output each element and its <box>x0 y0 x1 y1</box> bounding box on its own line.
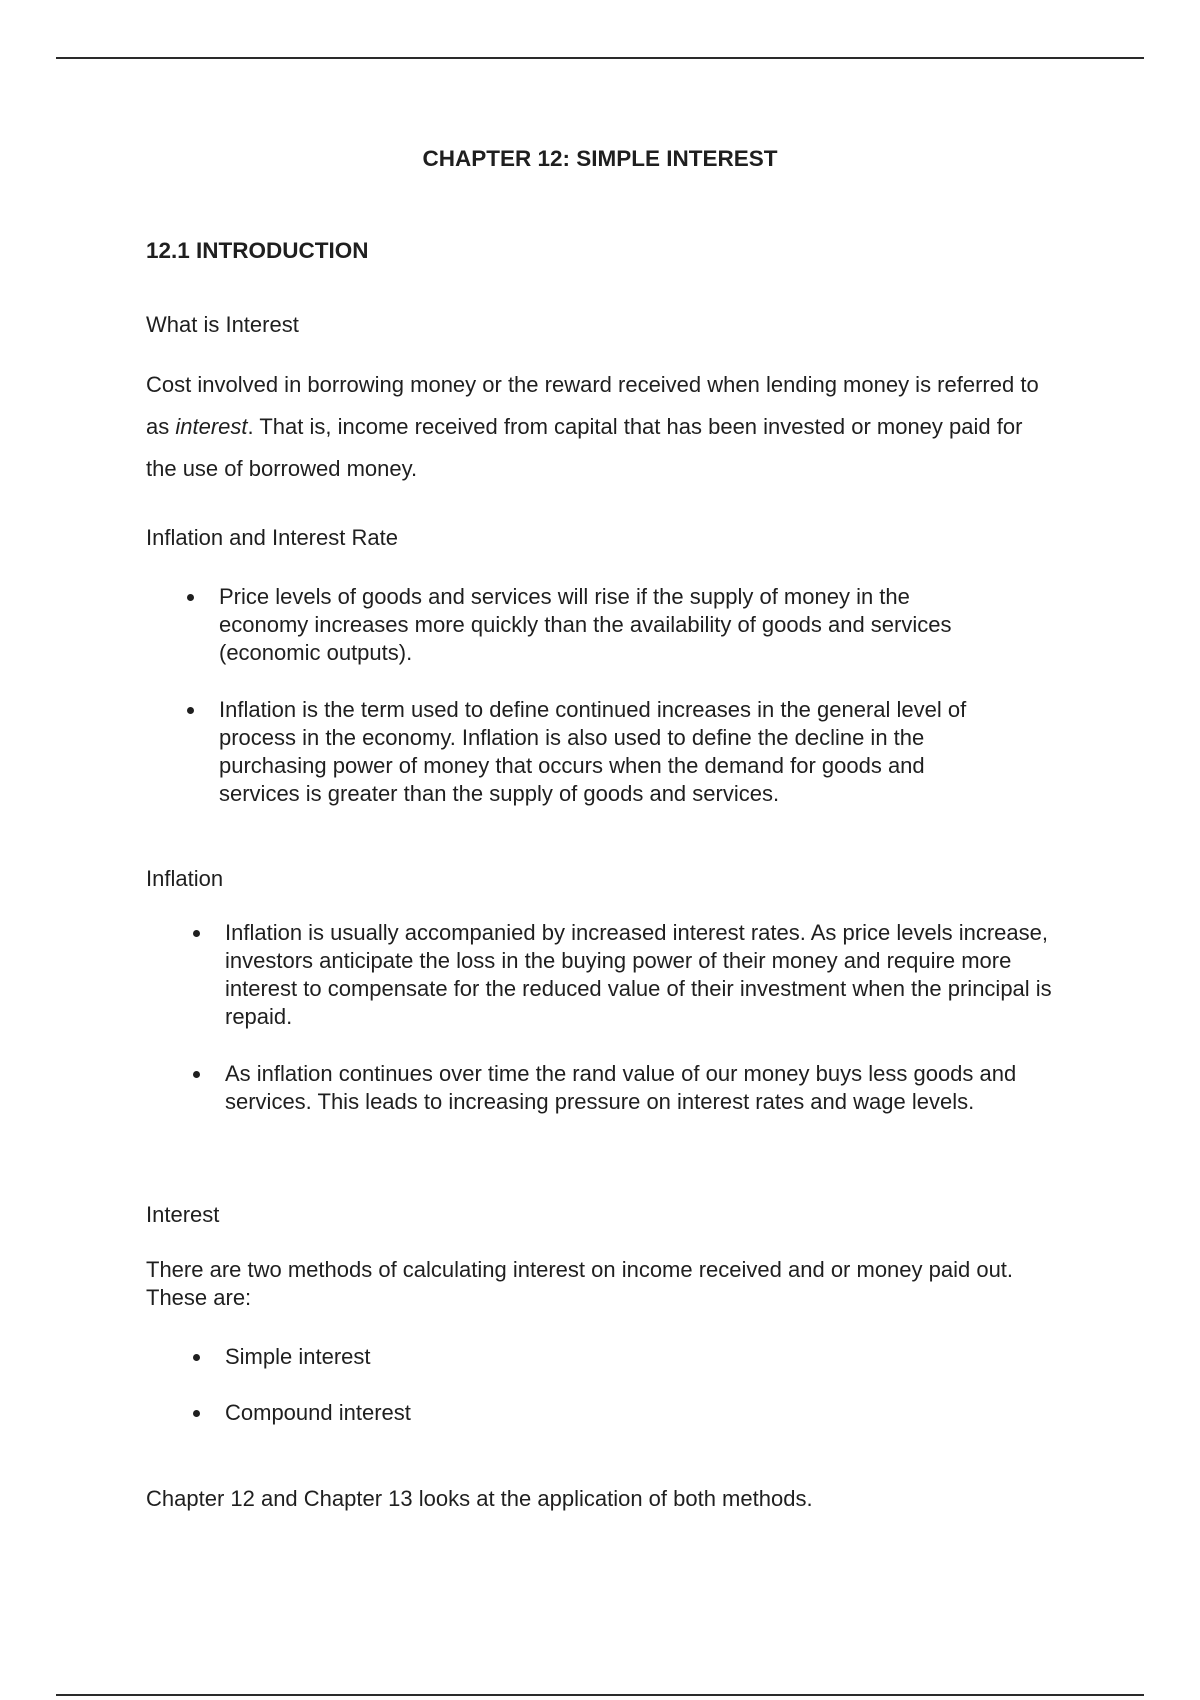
what-is-interest-heading: What is Interest <box>146 312 299 337</box>
list-item <box>219 696 999 808</box>
bullet-icon <box>187 594 194 601</box>
inflation-rate-heading: Inflation and Interest Rate <box>146 525 398 550</box>
interest-heading: Interest <box>146 1202 220 1227</box>
list-item-text: Inflation is usually accompanied by increased interest rates. As price levels increase, investors anticipate the loss in the buying power of their money and require more interest to compensate for the reduced value of their investment when the principal is repaid. <box>225 920 1052 1029</box>
top-rule <box>56 57 1144 59</box>
list-item <box>225 1343 925 1371</box>
list-item <box>225 919 1065 1031</box>
list-item <box>219 583 999 667</box>
bullet-icon <box>193 1410 200 1417</box>
inflation-heading: Inflation <box>146 866 224 891</box>
list-item-text: Inflation is the term used to define continued increases in the general level of process in the economy. Inflation is also used to define the decline in the purchasing power of money that occurs when the demand for goods and services is greater than the supply of goods and services. <box>219 697 967 806</box>
inflation-rate-list <box>219 583 999 808</box>
section-heading: 12.1 INTRODUCTION <box>146 238 369 263</box>
list-item <box>225 1399 925 1427</box>
bullet-icon <box>193 1354 200 1361</box>
bullet-icon <box>193 1071 200 1078</box>
interest-def-text-2: . That is, income received from capital that has been invested or money paid for the use of borrowed money. <box>146 414 1023 481</box>
inflation-list <box>225 919 1065 1116</box>
bullet-icon <box>187 707 194 714</box>
chapter-title: CHAPTER 12: SIMPLE INTEREST <box>422 146 778 171</box>
bullet-icon <box>193 930 200 937</box>
interest-def-italic: interest <box>175 414 248 439</box>
list-item-text: Price levels of goods and services will rise if the supply of money in the economy increases more quickly than the availability of goods and services (economic outputs). <box>219 584 952 665</box>
list-item-text: Compound interest <box>225 1400 411 1425</box>
interest-methods-list <box>225 1343 925 1427</box>
list-item-text: As inflation continues over time the rand value of our money buys less goods and services. This leads to increasing pressure on interest rates and wage levels. <box>225 1061 1017 1114</box>
closing-text: Chapter 12 and Chapter 13 looks at the application of both methods. <box>146 1486 813 1511</box>
list-item-text: Simple interest <box>225 1344 371 1369</box>
list-item <box>225 1060 1065 1116</box>
interest-def-text-1: Cost involved in borrowing money or the reward received when lending money is referred to as <box>146 372 1039 439</box>
interest-methods-paragraph: There are two methods of calculating interest on income received and or money paid out. These are: <box>146 1257 1014 1310</box>
bottom-rule <box>56 1694 1144 1696</box>
interest-definition-paragraph <box>146 364 1046 490</box>
